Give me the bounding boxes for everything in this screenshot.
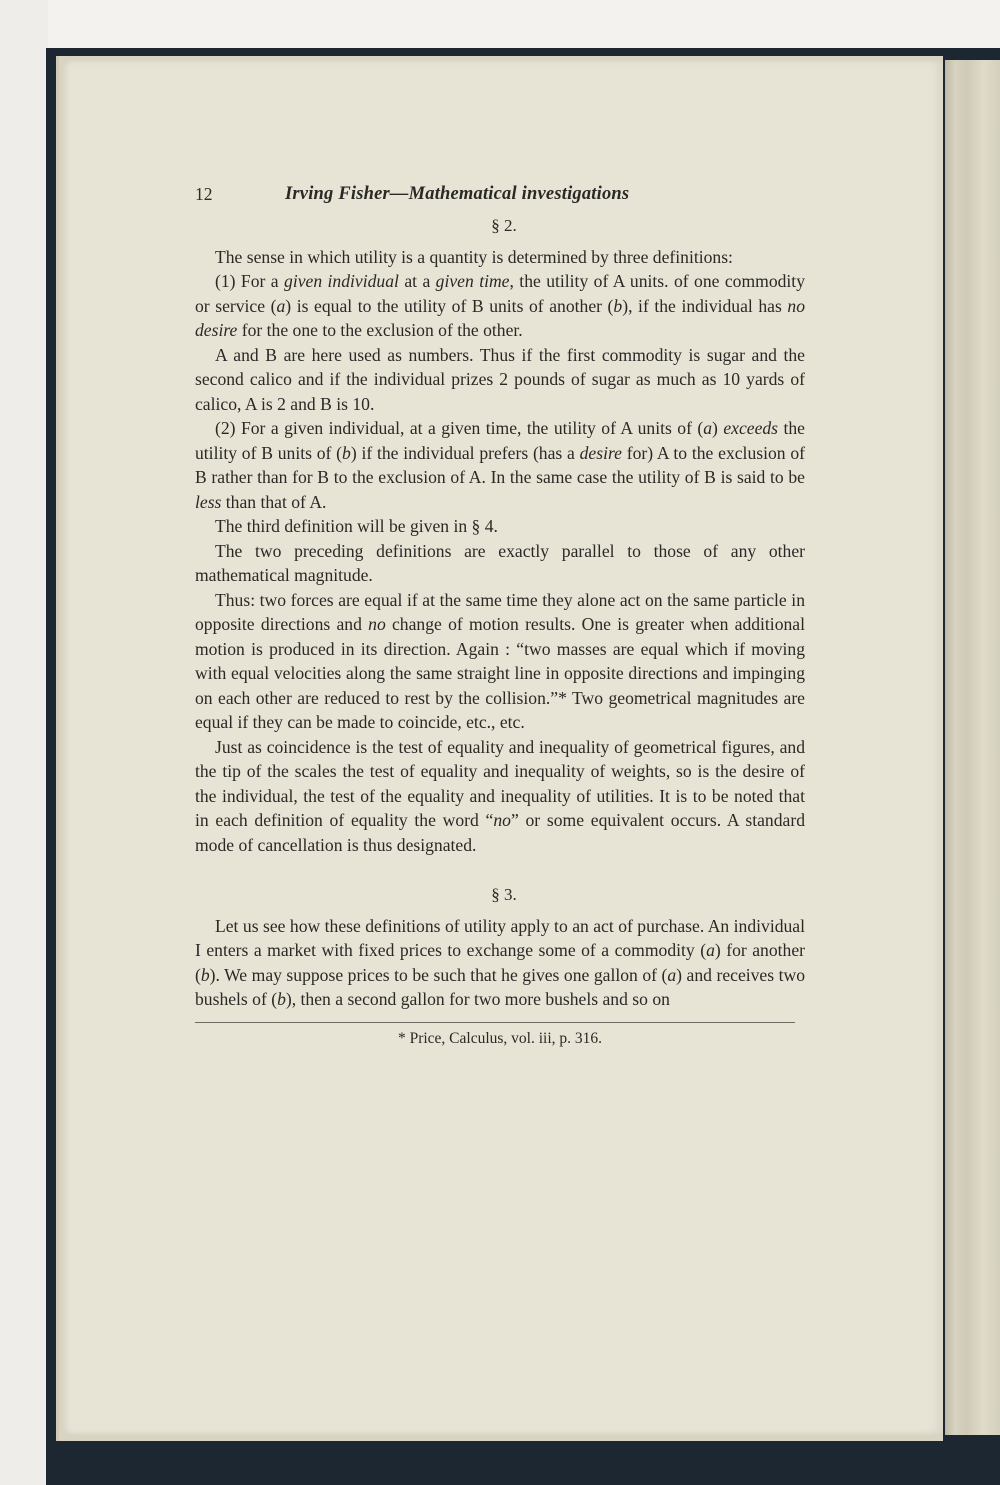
paragraph: Just as coincidence is the test of equality and inequality of geometrical figures, and the tip of the scales the test of equality and inequality of weights, so is the desire of the individual, the test of the equality and inequality of utilities. It is to be noted that in each definition of equality the word “no” or some equivalent occurs. A standard mode of cancellation is thus designated. <box>195 736 805 855</box>
footnote: * Price, Calculus, vol. iii, p. 316. <box>397 1029 603 1047</box>
running-head <box>195 182 805 208</box>
paragraph: A and B are here used as numbers. Thus if the first commodity is sugar and the second calico and if the individual prizes 2 pounds of sugar as much as 10 yards of calico, A is 2 and B is 10. <box>195 344 805 414</box>
paragraph-definition-1: (1) For a given individual at a given time, the utility of A units. of one commodity or service (a) is equal to the utility of B units of another (b), if the individual has no desire for the one to the exclusion of the other. <box>195 271 805 340</box>
book-cover-edge <box>0 0 48 1485</box>
paragraph: The two preceding definitions are exactly parallel to those of any other mathematical magnitude. <box>195 540 805 585</box>
running-title: Irving Fisher—Mathematical investigations <box>285 184 630 204</box>
section-2-heading: § 2. <box>491 216 517 235</box>
page-number: 12 <box>195 184 213 204</box>
paragraph: The sense in which utility is a quantity is determined by three definitions: <box>215 246 733 267</box>
footnote-divider <box>195 1022 795 1023</box>
paragraph: Let us see how these definitions of utility apply to an act of purchase. An individual I enters a market with fixed prices to exchange some of a commodity (a) for another (b). We may suppose prices to be such that he gives one gallon of (a) and receives two bushels of (b), then a second gallon for two more bushels and so on <box>195 915 805 1009</box>
paragraph-definition-2: (2) For a given individual, at a given time, the utility of A units of (a) exceeds the utility of B units of (b) if the individual prefers (has a desire for) A to the exclusion of B rather than for B to the exclusion of A. In the same case the utility of B is said to be less than that of A. <box>195 418 805 512</box>
page-stack-right <box>945 60 1000 1435</box>
paragraph: The third definition will be given in § 4. <box>215 516 498 536</box>
paragraph: Thus: two forces are equal if at the same time they alone act on the same particle in opposite directions and no change of motion results. One is greater when additional motion is produced in its direction. Again : “two masses are equal which if moving with equal velocities along the same straight line in opposite directions and impinging on each other are reduced to rest by the collision.”* Two geometrical magnitudes are equal if they can be made to coincide, etc., etc. <box>195 589 805 732</box>
page-text <box>195 182 805 1049</box>
section-3-heading: § 3. <box>491 885 517 904</box>
